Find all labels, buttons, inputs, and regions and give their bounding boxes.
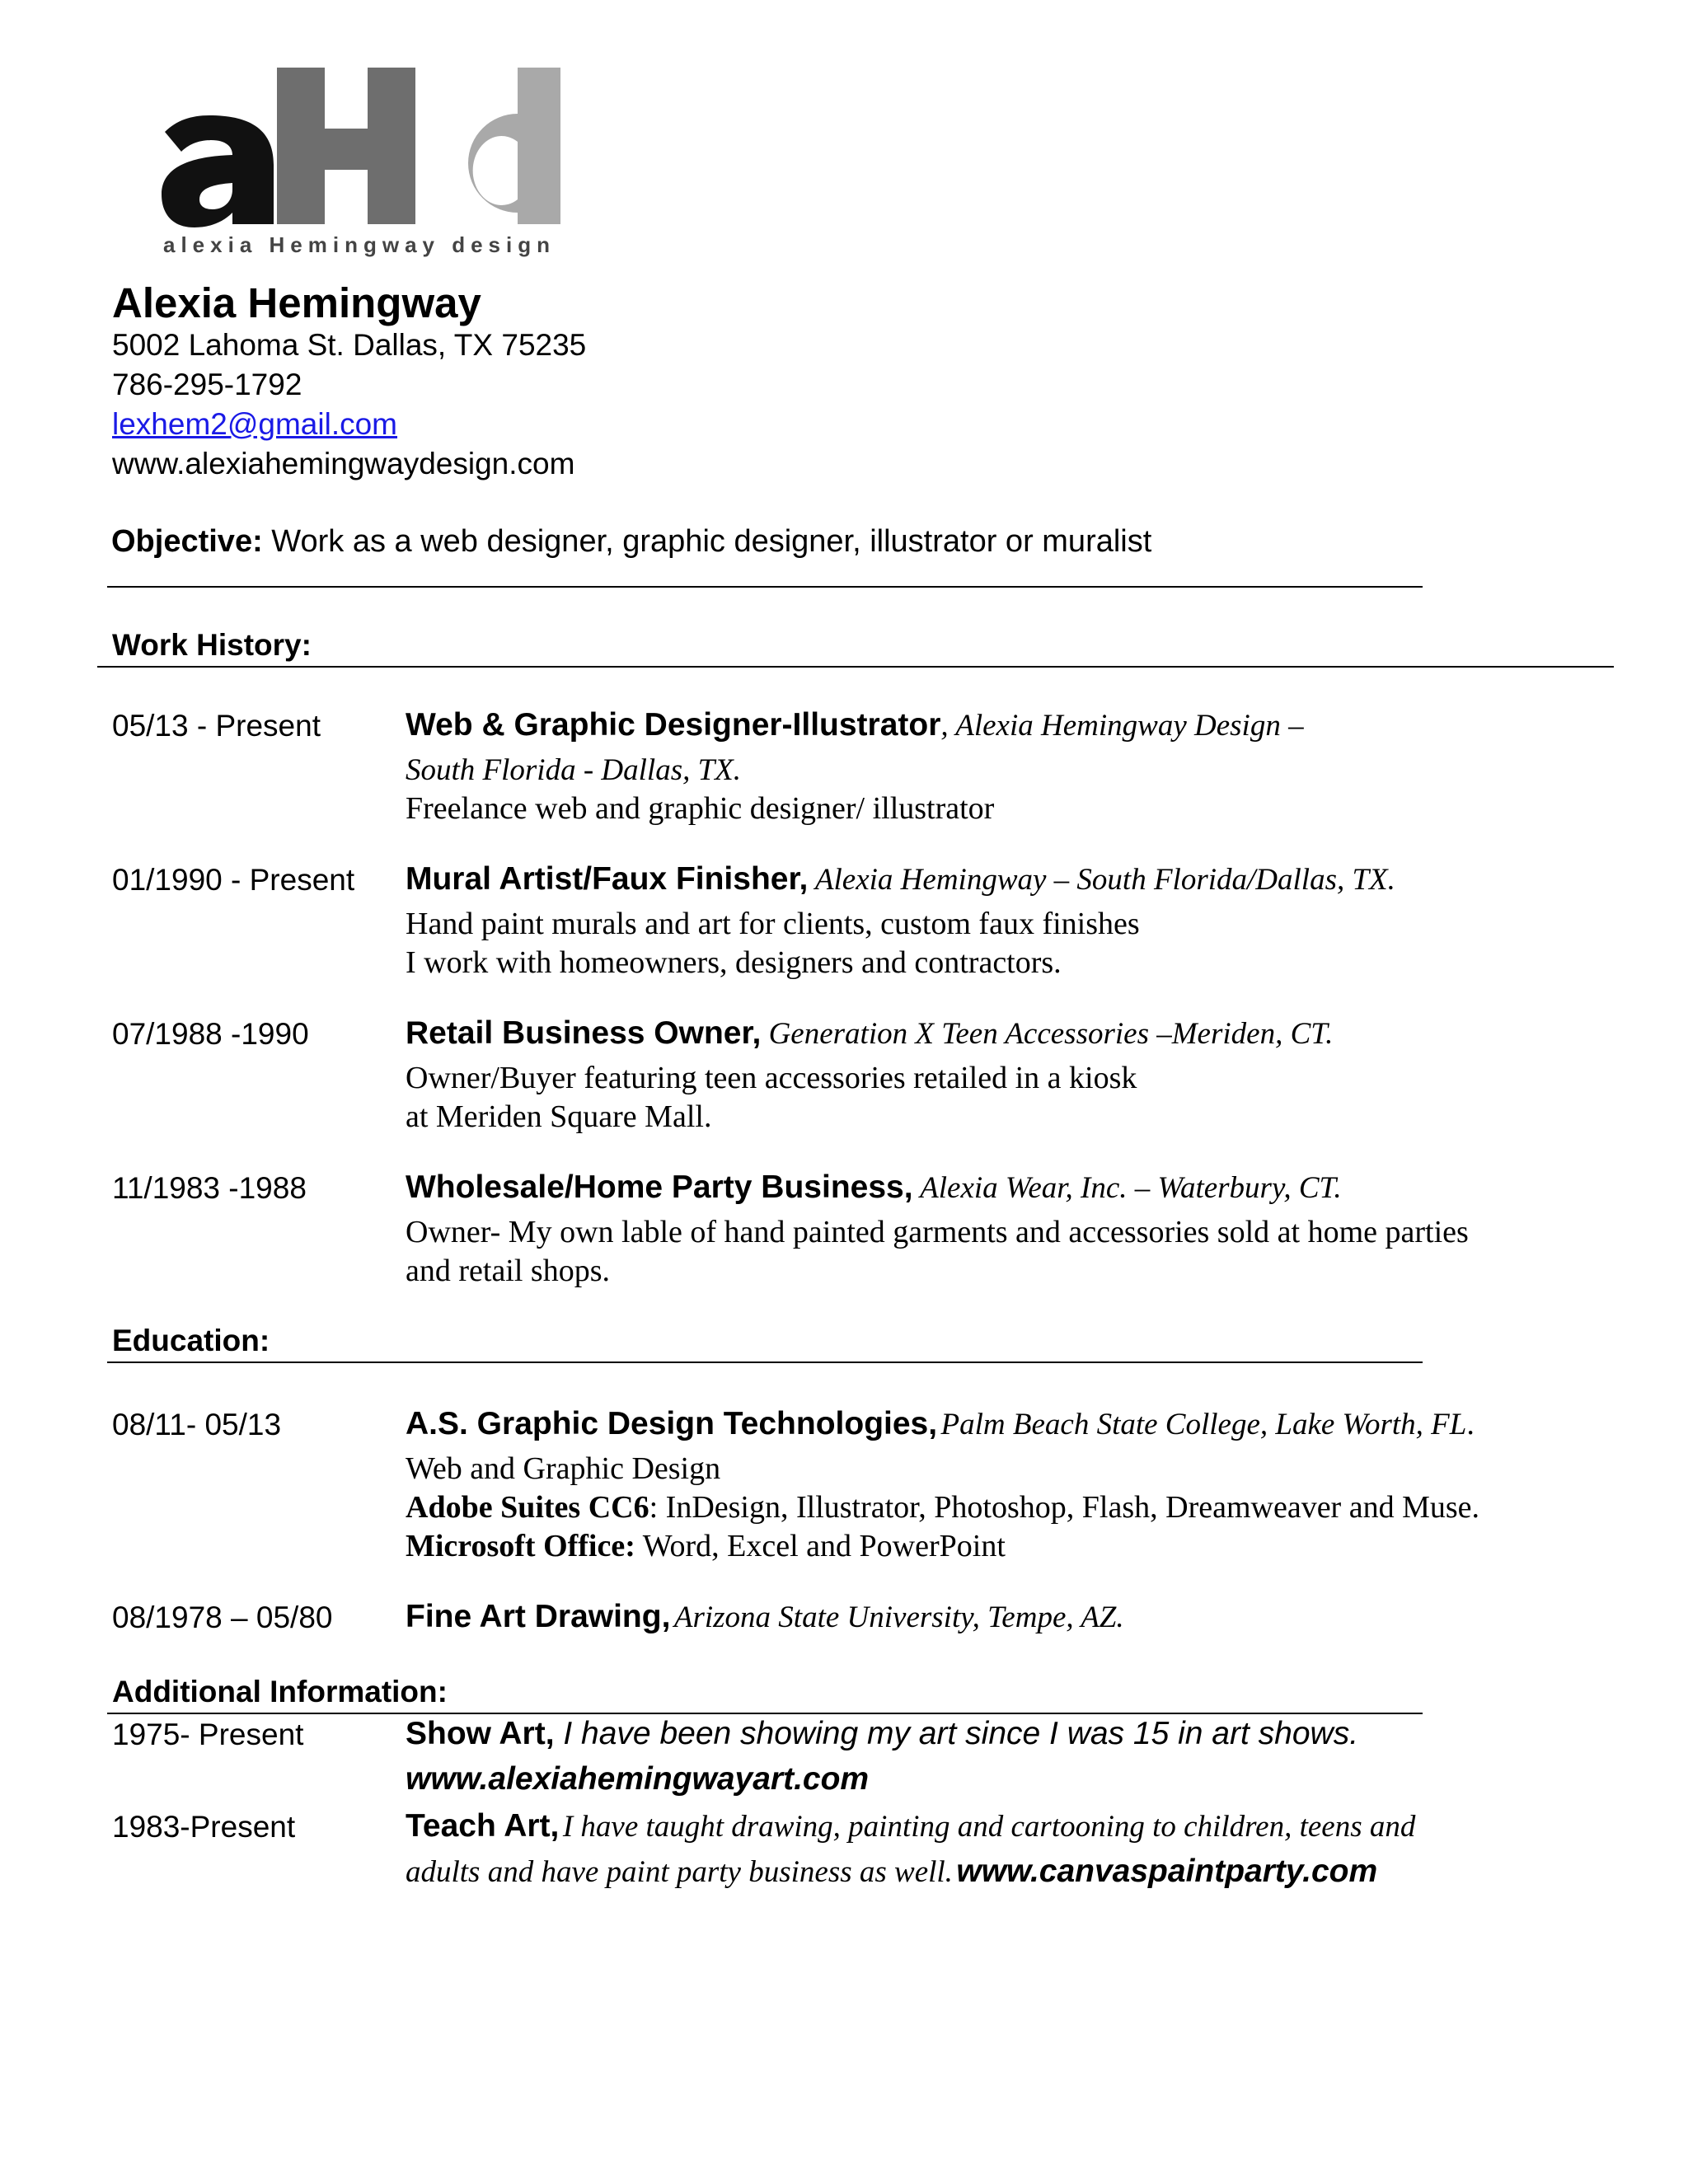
job-desc: Freelance web and graphic designer/ illustrator bbox=[406, 791, 995, 826]
skills-text: : InDesign, Illustrator, Photoshop, Flash, Dreamweaver and Muse. bbox=[649, 1490, 1480, 1525]
address: 5002 Lahoma St. Dallas, TX 75235 bbox=[112, 328, 587, 362]
school: Arizona State University, Tempe, AZ. bbox=[673, 1601, 1124, 1634]
job-desc: I work with homeowners, designers and contractors. bbox=[406, 945, 1062, 980]
degree-title: A.S. Graphic Design Technologies, bbox=[406, 1406, 938, 1441]
separator bbox=[761, 1017, 768, 1051]
additional-heading: Additional Information: bbox=[112, 1675, 448, 1708]
divider bbox=[107, 586, 1423, 588]
work-date: 11/1983 -1988 bbox=[112, 1171, 307, 1205]
job-org: Alexia Hemingway – South Florida/Dallas, TX. bbox=[814, 863, 1395, 897]
email-link[interactable]: lexhem2@gmail.com bbox=[112, 407, 398, 441]
additional-date: 1975- Present bbox=[112, 1718, 304, 1751]
separator bbox=[913, 1171, 921, 1205]
activity-title: Teach Art, bbox=[406, 1808, 560, 1844]
activity-text: I have been showing my art since I was 15 in art shows. bbox=[554, 1716, 1359, 1751]
additional-entry bbox=[406, 1714, 1617, 1798]
divider bbox=[97, 666, 1614, 668]
separator bbox=[808, 863, 815, 897]
work-date: 05/13 - Present bbox=[112, 709, 321, 743]
job-title: Wholesale/Home Party Business, bbox=[406, 1169, 913, 1205]
job-org: Alexia Wear, Inc. – Waterbury, CT. bbox=[920, 1171, 1342, 1205]
skills-adobe bbox=[406, 1488, 1617, 1527]
work-date: 07/1988 -1990 bbox=[112, 1017, 309, 1051]
website: www.alexiahemingwaydesign.com bbox=[112, 447, 575, 480]
degree-desc: Web and Graphic Design bbox=[406, 1451, 721, 1486]
job-org: Alexia Hemingway Design – bbox=[955, 709, 1304, 743]
job-desc: Owner/Buyer featuring teen accessories retailed in a kiosk bbox=[406, 1061, 1137, 1095]
work-history-heading: Work History: bbox=[112, 628, 312, 662]
skills-label: Adobe Suites CC6 bbox=[406, 1490, 649, 1525]
skills-label: Microsoft Office: bbox=[406, 1529, 635, 1563]
school: Palm Beach State College, Lake Worth, FL bbox=[940, 1408, 1467, 1441]
job-title: Web & Graphic Designer-Illustrator bbox=[406, 707, 941, 743]
objective-label: Objective: bbox=[111, 524, 263, 559]
additional-entry bbox=[406, 1807, 1617, 1897]
education-entry bbox=[406, 1597, 1617, 1643]
divider bbox=[107, 1361, 1423, 1363]
objective-text: Work as a web designer, graphic designer, illustrator or muralist bbox=[262, 524, 1152, 559]
paint-party-link[interactable]: www.canvaspaintparty.com bbox=[956, 1854, 1378, 1889]
person-name: Alexia Hemingway bbox=[112, 279, 481, 326]
education-heading: Education: bbox=[112, 1324, 270, 1357]
work-entry bbox=[406, 1014, 1617, 1137]
job-desc: and retail shops. bbox=[406, 1254, 611, 1288]
phone: 786-295-1792 bbox=[112, 368, 302, 401]
job-desc: at Meriden Square Mall. bbox=[406, 1099, 712, 1134]
punctuation: . bbox=[1466, 1407, 1475, 1441]
work-entry bbox=[406, 705, 1617, 828]
education-entry bbox=[406, 1404, 1617, 1566]
logo-tagline: alexia Hemingway design bbox=[163, 232, 556, 257]
activity-title: Show Art, bbox=[406, 1716, 555, 1751]
degree-title: Fine Art Drawing, bbox=[406, 1599, 671, 1634]
skills-office bbox=[406, 1527, 1617, 1566]
additional-date: 1983-Present bbox=[112, 1810, 296, 1844]
skills-text: Word, Excel and PowerPoint bbox=[635, 1529, 1006, 1563]
company-logo bbox=[162, 68, 560, 259]
job-desc: Hand paint murals and art for clients, custom faux finishes bbox=[406, 907, 1140, 941]
job-org: Generation X Teen Accessories –Meriden, CT. bbox=[768, 1017, 1334, 1051]
activity-text: adults and have paint party business as well. bbox=[406, 1855, 953, 1889]
job-desc: Owner- My own lable of hand painted garments and accessories sold at home parties bbox=[406, 1215, 1469, 1249]
education-date: 08/11- 05/13 bbox=[112, 1408, 282, 1441]
objective bbox=[111, 524, 1151, 560]
education-date: 08/1978 – 05/80 bbox=[112, 1601, 333, 1634]
job-title: Retail Business Owner, bbox=[406, 1015, 762, 1051]
ahd-logo-icon bbox=[162, 68, 560, 259]
art-website-link[interactable]: www.alexiahemingwayart.com bbox=[406, 1761, 870, 1797]
job-title: Mural Artist/Faux Finisher, bbox=[406, 861, 809, 897]
work-entry bbox=[406, 860, 1617, 982]
activity-text: I have taught drawing, painting and cartooning to children, teens and bbox=[562, 1810, 1416, 1844]
work-entry bbox=[406, 1168, 1617, 1291]
work-date: 01/1990 - Present bbox=[112, 863, 355, 897]
job-org-cont: South Florida - Dallas, TX. bbox=[406, 753, 742, 787]
separator: , bbox=[940, 709, 956, 743]
